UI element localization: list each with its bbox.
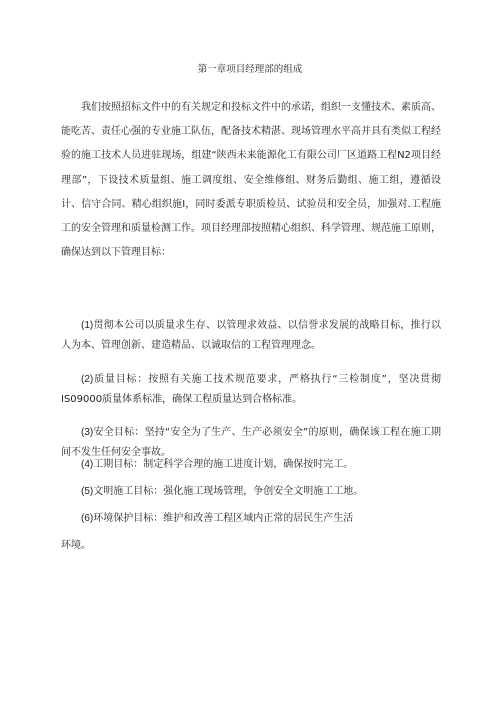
goal-number: (3) [81,427,94,438]
goal-text: 文明施工目标：强化施工现场管理，争创安全文明施工工地。 [93,486,364,497]
goal-number: (4) [81,459,94,470]
goal-item-1 [61,316,441,356]
goal-number: (6) [81,513,94,524]
chapter-title: 第一章项目经理部的组成 [197,64,303,75]
goal-text: 安全目标：坚持“安全为了生产、生产必须安全”的原则，确保该工程在施工期间不发生任何安全事故。 [61,427,441,458]
goal-text: 贯彻本公司以质量求生存、以管理求效益、以信誉求发展的战略目标，推行以人为本、管理创新、建造精品、以诚取信的工程管理理念。 [61,320,441,351]
goal-item-5 [61,482,441,502]
goal-item-2 [61,370,441,410]
goal-number: (5) [81,486,94,497]
goal-text: 工期目标：制定科学合理的施工进度计划，确保按时完工。 [93,459,354,470]
goal-number: (1) [81,320,94,331]
goal-text: 环境保护目标：维护和改善工程区域内正常的居民生产生活 [93,513,354,524]
goal-item-4 [61,455,441,475]
intro-paragraph: 我们按照招标文件中的有关规定和投标文件中的承诺，组织一支懂技术、素质高、能吃苦、责任心强的专业施工队伍，配备技术精湛、现场管理水平高并具有类似工程经验的施工技术人员进驻现场，组建“陕西未来能源化工有限公司厂区道路工程N2项目经理部”，下设技术质量组、施工调度组、安全维修组、财务后勤组、施工组，遵循设计、信守合同、精心组织施I，同时委派专职质检员、试验员和安全员，加强对.工程施工的安全管理和质量检测工作。项目经理部按照精心组织、科学管理、规范施工原则，确保达到以下管理目标： [61,102,441,259]
goal-item-6 [61,509,441,529]
goal-item-6-continuation: 环境。 [61,540,91,551]
goal-text: 质量目标：按照有关施工技术规范要求，严格执行“三检制度”，坚决贯彻IS09000质量体系标准，确保工程质量达到合格标准。 [61,374,441,405]
goal-number: (2) [81,374,94,385]
